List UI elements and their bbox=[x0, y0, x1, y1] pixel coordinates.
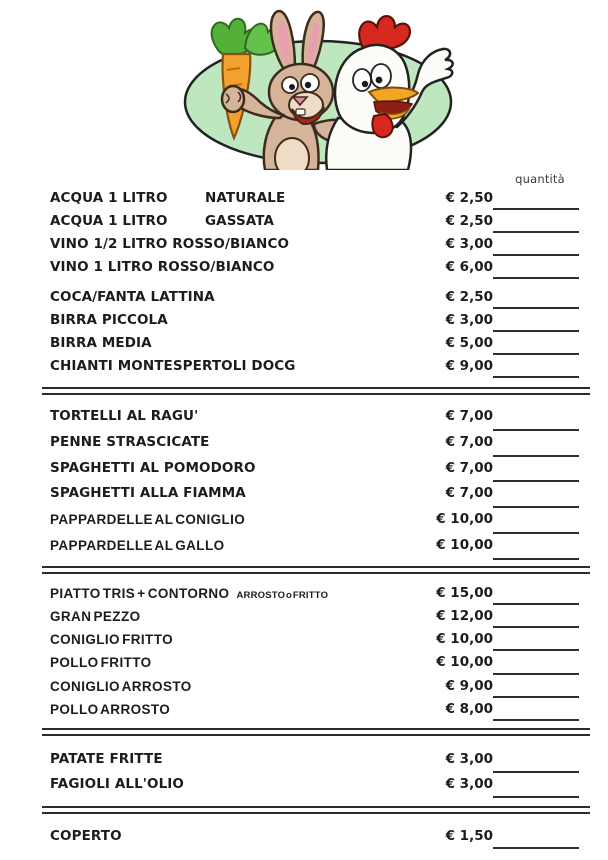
item-price: € 7,00 bbox=[445, 459, 493, 476]
item-name: CONIGLIO ARROSTO bbox=[50, 678, 192, 694]
menu-item-row bbox=[42, 608, 590, 631]
quantity-blank-line bbox=[493, 376, 579, 378]
item-name: BIRRA MEDIA bbox=[50, 335, 152, 351]
item-price: € 7,00 bbox=[445, 433, 493, 450]
item-name: PIATTO TRIS + CONTORNO ARROSTO o FRITTO bbox=[50, 585, 329, 601]
menu-item-row bbox=[42, 236, 590, 259]
rabbit-rooster-logo-icon bbox=[166, 6, 468, 170]
item-price: € 5,00 bbox=[445, 335, 493, 351]
menu-item-row bbox=[42, 358, 590, 381]
item-note: ARROSTO o FRITTO bbox=[236, 589, 329, 601]
item-price: € 3,00 bbox=[445, 236, 493, 252]
menu-section-4 bbox=[42, 751, 590, 801]
section-separator bbox=[42, 566, 590, 574]
restaurant-logo bbox=[166, 6, 468, 170]
item-name: PENNE STRASCICATE bbox=[50, 433, 210, 450]
item-price: € 10,00 bbox=[436, 631, 493, 648]
menu-item-row bbox=[42, 511, 590, 537]
quantity-blank-line bbox=[493, 480, 579, 482]
item-name: COPERTO bbox=[50, 827, 122, 844]
quantity-blank-line bbox=[493, 429, 579, 431]
item-name: CHIANTI MONTESPERTOLI DOCG bbox=[50, 358, 296, 374]
item-name: BIRRA PICCOLA bbox=[50, 312, 168, 328]
item-name: POLLO ARROSTO bbox=[50, 701, 171, 717]
item-price: € 2,50 bbox=[445, 213, 493, 229]
item-name: SPAGHETTI AL POMODORO bbox=[50, 459, 256, 476]
quantity-blank-line bbox=[493, 558, 579, 560]
item-name: ACQUA 1 LITRO GASSATA bbox=[50, 213, 275, 229]
quantity-blank-line bbox=[493, 532, 579, 534]
menu-item-row bbox=[42, 434, 590, 460]
item-name: VINO 1 LITRO ROSSO/BIANCO bbox=[50, 259, 275, 275]
item-price: € 3,00 bbox=[445, 750, 493, 767]
item-price: € 10,00 bbox=[436, 654, 493, 671]
item-name: PAPPARDELLE AL CONIGLIO bbox=[50, 512, 246, 528]
item-price: € 9,00 bbox=[445, 358, 493, 374]
item-name: SPAGHETTI ALLA FIAMMA bbox=[50, 485, 246, 502]
quantity-blank-line bbox=[493, 696, 579, 698]
section-separator bbox=[42, 806, 590, 814]
quantity-blank-line bbox=[493, 208, 579, 210]
menu-item-row bbox=[42, 776, 590, 801]
quantity-blank-line bbox=[493, 626, 579, 628]
item-name: CONIGLIO FRITTO bbox=[50, 632, 173, 648]
menu-section-2 bbox=[42, 408, 590, 563]
menu-item-row bbox=[42, 259, 590, 282]
item-price: € 15,00 bbox=[436, 584, 493, 601]
quantity-blank-line bbox=[493, 353, 579, 355]
item-price: € 2,50 bbox=[445, 289, 493, 305]
item-price: € 10,00 bbox=[436, 511, 493, 528]
item-name: FAGIOLI ALL'OLIO bbox=[50, 775, 184, 792]
quantity-blank-line bbox=[493, 455, 579, 457]
quantity-blank-line bbox=[493, 719, 579, 721]
item-name: TORTELLI AL RAGU' bbox=[50, 408, 199, 424]
item-price: € 9,00 bbox=[445, 677, 493, 694]
quantity-blank-line bbox=[493, 673, 579, 675]
quantity-blank-line bbox=[493, 330, 579, 332]
item-price: € 3,00 bbox=[445, 312, 493, 328]
menu-item-row bbox=[42, 537, 590, 563]
quantity-blank-line bbox=[493, 307, 579, 309]
menu-item-row bbox=[42, 585, 590, 608]
menu-item-row bbox=[42, 460, 590, 486]
menu-item-row bbox=[42, 485, 590, 511]
quantity-blank-line bbox=[493, 277, 579, 279]
item-name: POLLO FRITTO bbox=[50, 655, 152, 671]
section-separator bbox=[42, 387, 590, 395]
menu-section-3 bbox=[42, 585, 590, 724]
item-price: € 7,00 bbox=[445, 408, 493, 424]
quantity-blank-line bbox=[493, 771, 579, 773]
menu-item-row bbox=[42, 335, 590, 358]
item-price: € 10,00 bbox=[436, 536, 493, 553]
quantity-blank-line bbox=[493, 796, 579, 798]
menu-item-row bbox=[42, 213, 590, 236]
quantity-blank-line bbox=[493, 649, 579, 651]
item-price: € 3,00 bbox=[445, 775, 493, 792]
menu-section-5 bbox=[42, 828, 590, 852]
item-price: € 2,50 bbox=[445, 190, 493, 206]
menu-item-row bbox=[42, 701, 590, 724]
quantity-column-header: quantità bbox=[515, 172, 565, 186]
menu-list bbox=[42, 190, 590, 852]
menu-item-row bbox=[42, 631, 590, 654]
menu-item-row bbox=[42, 678, 590, 701]
menu-item-row bbox=[42, 408, 590, 434]
menu-item-row bbox=[42, 190, 590, 213]
menu-item-row bbox=[42, 751, 590, 776]
item-name: COCA/FANTA LATTINA bbox=[50, 289, 215, 305]
item-price: € 12,00 bbox=[436, 607, 493, 624]
quantity-blank-line bbox=[493, 254, 579, 256]
quantity-blank-line bbox=[493, 231, 579, 233]
item-name: GRAN PEZZO bbox=[50, 608, 141, 624]
quantity-blank-line bbox=[493, 847, 579, 849]
section-separator bbox=[42, 728, 590, 736]
item-price: € 7,00 bbox=[445, 485, 493, 502]
menu-item-row bbox=[42, 312, 590, 335]
item-price: € 8,00 bbox=[445, 700, 493, 717]
item-variant: GASSATA bbox=[205, 213, 275, 229]
quantity-blank-line bbox=[493, 506, 579, 508]
item-price: € 6,00 bbox=[445, 259, 493, 275]
item-name: ACQUA 1 LITRO NATURALE bbox=[50, 190, 286, 206]
item-name: VINO 1/2 LITRO ROSSO/BIANCO bbox=[50, 236, 290, 252]
menu-item-row bbox=[42, 289, 590, 312]
menu-item-row bbox=[42, 828, 590, 852]
menu-item-row bbox=[42, 654, 590, 677]
item-name: PATATE FRITTE bbox=[50, 750, 163, 767]
item-variant: NATURALE bbox=[205, 190, 286, 206]
quantity-blank-line bbox=[493, 603, 579, 605]
item-name: PAPPARDELLE AL GALLO bbox=[50, 537, 225, 553]
item-price: € 1,50 bbox=[445, 827, 493, 844]
menu-section-1 bbox=[42, 190, 590, 381]
